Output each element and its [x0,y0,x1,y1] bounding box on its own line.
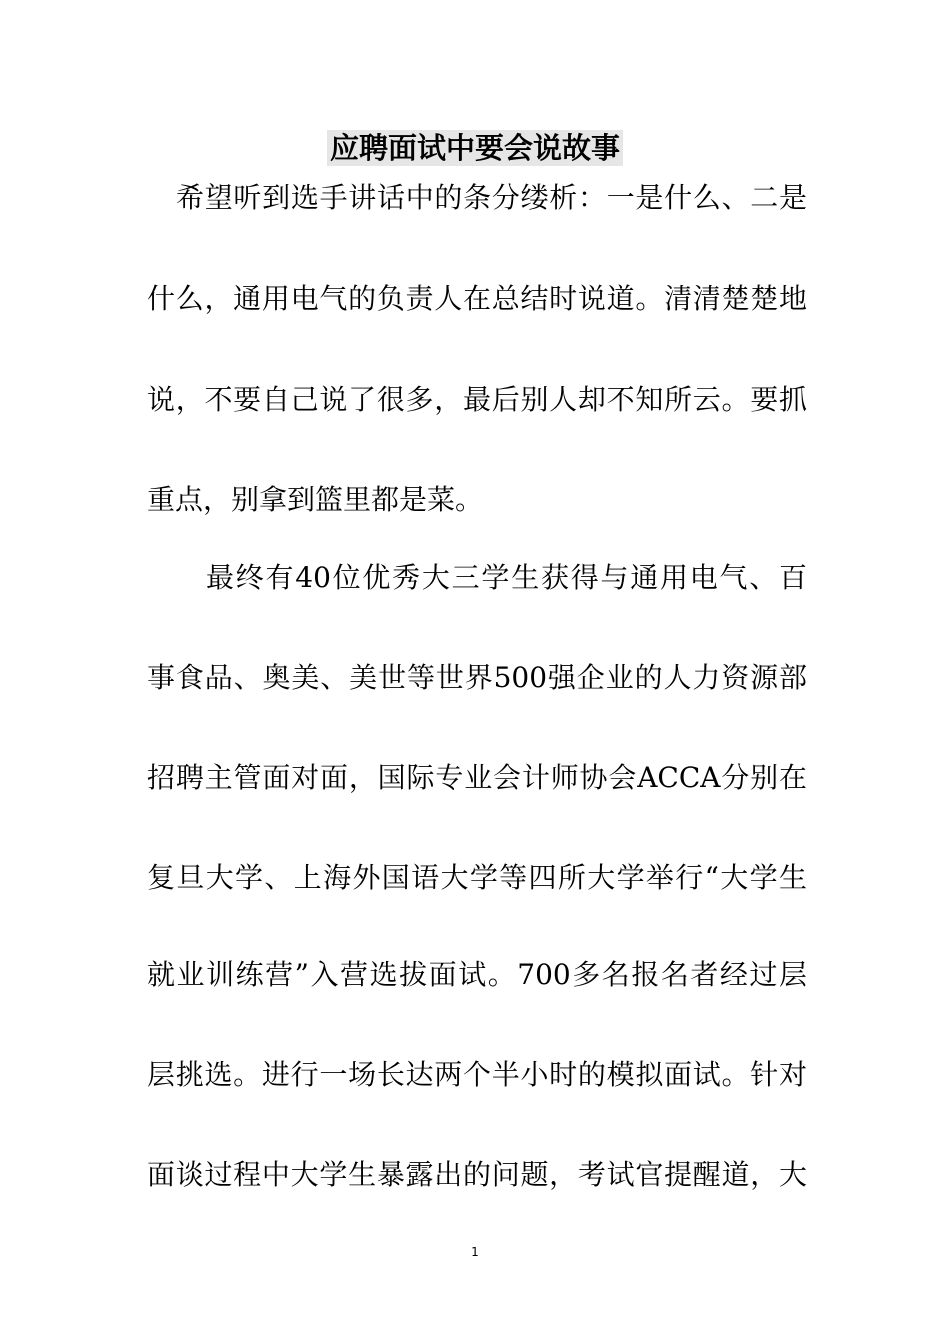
paragraph-line-4: 重点，别拿到篮里都是菜。 [147,483,484,516]
paragraph-line-5: 最终有40位优秀大三学生获得与通用电气、百 [206,561,807,594]
paragraph-line-3: 说，不要自己说了很多，最后别人却不知所云。要抓 [147,383,807,416]
paragraph-line-10: 层挑选。进行一场长达两个半小时的模拟面试。针对 [147,1058,807,1091]
paragraph-line-1: 希望听到选手讲话中的条分缕析：一是什么、二是 [176,181,807,214]
paragraph-line-2: 什么，通用电气的负责人在总结时说道。清清楚楚地 [147,282,807,315]
page-number: 1 [471,1245,479,1259]
paragraph-line-11: 面谈过程中大学生暴露出的问题，考试官提醒道，大 [147,1158,807,1191]
title-container [0,130,950,166]
paragraph-line-7: 招聘主管面对面，国际专业会计师协会ACCA分别在 [147,761,807,794]
document-title: 应聘面试中要会说故事 [327,130,623,166]
paragraph-line-6: 事食品、奥美、美世等世界500强企业的人力资源部 [147,661,807,694]
paragraph-line-8: 复旦大学、上海外国语大学等四所大学举行“大学生 [147,861,807,894]
paragraph-line-9: 就业训练营”入营选拔面试。700多名报名者经过层 [147,958,807,991]
